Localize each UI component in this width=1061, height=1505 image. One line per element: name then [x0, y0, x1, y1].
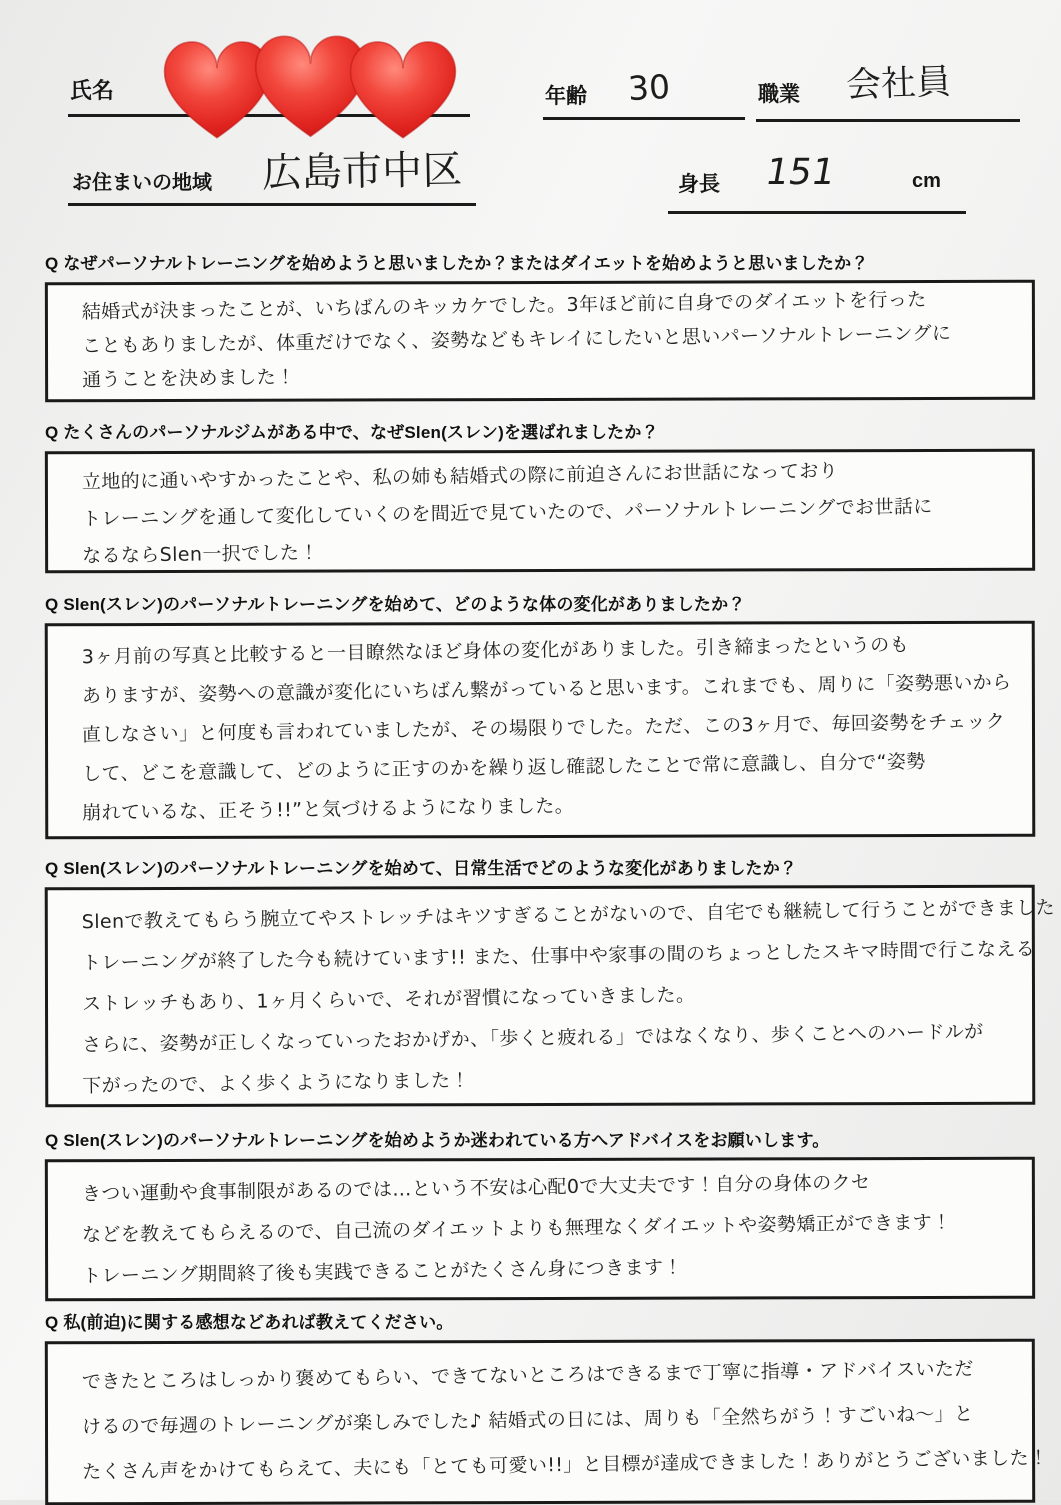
question-section-5 — [45, 1126, 1035, 1300]
question-label: Q Slen(スレン)のパーソナルトレーニングを始めて、どのような体の変化がありましたか？ — [45, 595, 746, 614]
region-label: お住まいの地域 — [72, 172, 212, 194]
question-label: Q 私(前迫)に関する感想などあれば教えてください。 — [45, 1313, 454, 1332]
question-section-1 — [45, 249, 1035, 401]
answer-line: 結婚式が決まったことが、いちばんのキッカケでした。3年ほど前に自身でのダイエットを行った — [81, 288, 927, 324]
height-unit: cm — [912, 170, 941, 192]
question-label: Q Slen(スレン)のパーソナルトレーニングを始めて、日常生活でどのような変化がありましたか？ — [45, 859, 798, 878]
answer-line: 3ヶ月前の写真と比較すると一目瞭然なほど身体の変化がありました。引き締まったというのも — [81, 633, 910, 669]
answer-line: Slenで教えてもらう腕立てやストレッチはキツすぎることがないので、自宅でも継続して行うことができました — [81, 896, 1056, 934]
answer-line: できたところはしっかり褒めてもらい、できてないところはできるまで丁寧に指導・アドバイスいただ — [81, 1357, 974, 1394]
occupation-label: 職業 — [758, 83, 800, 106]
answer-box — [45, 449, 1035, 574]
question-label: Q たくさんのパーソナルジムがある中で、なぜSlen(スレン)を選ばれましたか？ — [45, 423, 659, 442]
answer-line: トレーニングが終了した今も続けています!! また、仕事中や家事の間のちょっとしたスキマ時間で行こなえる — [81, 938, 1036, 975]
question-label: Q なぜパーソナルトレーニングを始めようと思いましたか？またはダイエットを始めようと思いましたか？ — [45, 254, 869, 273]
answer-box — [45, 885, 1056, 1108]
height-label: 身長 — [678, 173, 720, 196]
occupation-value: 会社員 — [845, 62, 952, 106]
answer-line: ありますが、姿勢への意識が変化にいちばん繋がっていると思います。これまでも、周りに「姿勢悪いから — [81, 671, 1012, 708]
answer-line: トレーニングを通して変化していくのを間近で見ていたので、パーソナルトレーニングでお世話に — [81, 495, 933, 531]
answer-line: トレーニング期間終了後も実践できることがたくさん身につきます！ — [81, 1256, 683, 1288]
answer-box — [45, 621, 1036, 840]
answer-line: きつい運動や食事制限があるのでは…という不安は心配0で大丈夫です！自分の身体のクセ — [81, 1171, 871, 1206]
answer-box — [45, 280, 1035, 403]
age-underline — [543, 117, 745, 120]
answer-line: 立地的に通いやすかったことや、私の姉も結婚式の際に前迫さんにお世話になっており — [81, 459, 839, 494]
height-underline — [668, 211, 966, 214]
answer-line: さらに、姿勢が正しくなっていったおかげか、「歩くと疲れる」ではなくなり、歩くことへのハードルが — [81, 1020, 984, 1057]
answer-box — [45, 1157, 1035, 1302]
region-underline — [68, 203, 476, 206]
answer-box — [45, 1339, 1049, 1505]
heart-icon — [160, 26, 466, 146]
answer-line: して、どこを意識して、どのように正すのかを繰り返し確認したことで常に意識し、自分で“姿勢 — [81, 750, 926, 786]
region-value: 広島市中区 — [261, 147, 463, 197]
answer-line: こともありましたが、体重だけでなく、姿勢などもキレイにしたいと思いパーソナルトレーニングに — [81, 322, 952, 358]
answer-line: 直しなさい」と何度も言われていましたが、その場限りでした。ただ、この3ヶ月で、毎回姿勢をチェック — [81, 710, 1006, 747]
age-value: 30 — [627, 66, 671, 109]
answer-line: けるので毎週のトレーニングが楽しみでした♪ 結婚式の日には、周りも「全然ちがう！すごいね～」と — [81, 1402, 974, 1439]
question-section-2 — [45, 418, 1035, 572]
height-value: 151 — [762, 152, 839, 193]
age-label: 年齢 — [545, 85, 587, 108]
answer-line: 崩れているな、正そう!!”と気づけるようになりました。 — [82, 794, 575, 825]
answer-line: なるならSlen一択でした！ — [81, 541, 319, 568]
answer-line: 下がったので、よく歩くようになりました！ — [82, 1069, 470, 1098]
name-label: 氏名 — [70, 78, 115, 103]
answer-line: などを教えてもらえるので、自己流のダイエットよりも無理なくダイエットや姿勢矯正ができます！ — [81, 1211, 952, 1247]
answer-line: 通うことを決めました！ — [81, 366, 296, 392]
answer-line: たくさん声をかけてもらえて、夫にも「とても可愛い!!」と目標が達成できました！ありがとうございました！ — [81, 1446, 1049, 1484]
profile-header — [0, 0, 1061, 235]
occupation-underline — [756, 119, 1020, 122]
answer-line: ストレッチもあり、1ヶ月くらいで、それが習慣になっていきました。 — [81, 984, 696, 1016]
question-section-4 — [45, 854, 1056, 1106]
question-section-3 — [45, 590, 1035, 838]
question-label: Q Slen(スレン)のパーソナルトレーニングを始めようか迷われている方へアドバイスをお願いします。 — [45, 1131, 830, 1150]
question-section-6 — [45, 1308, 1049, 1504]
name-masked-hearts — [160, 26, 466, 151]
